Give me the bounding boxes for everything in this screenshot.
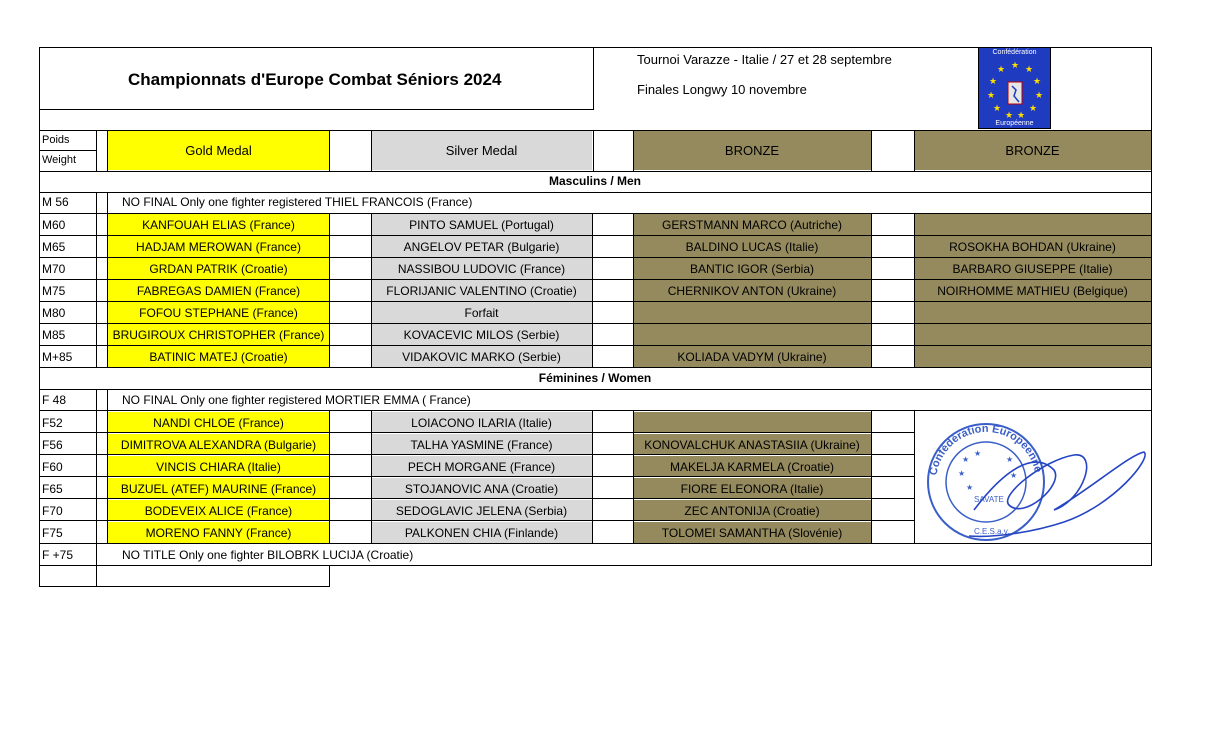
silver-medalist: TALHA YASMINE (France) [371, 434, 592, 455]
bronze-medalist-1 [633, 412, 871, 433]
svg-text:★: ★ [1032, 77, 1042, 87]
bronze-medalist-1: TOLOMEI SAMANTHA (Slovénie) [633, 522, 871, 543]
row-divider [39, 345, 1152, 346]
column-divider [914, 213, 915, 367]
gold-medalist: FOFOU STEPHANE (France) [108, 302, 329, 323]
column-divider [633, 130, 634, 171]
bronze-medalist-1 [633, 324, 871, 345]
title-divider [593, 47, 594, 110]
stamp-ring-text: Confédération Européenne [927, 422, 1045, 477]
gold-medal-header: Gold Medal [108, 131, 329, 170]
column-divider [329, 130, 330, 171]
silver-medalist: VIDAKOVIC MARKO (Serbie) [371, 346, 592, 367]
stamp-bottom-text: C.E.S.a.v. [974, 527, 1010, 536]
silver-medalist: LOIACONO ILARIA (Italie) [371, 412, 592, 433]
logo-top-text: Confédération [992, 49, 1037, 56]
row-divider [39, 279, 1152, 280]
row-divider [39, 543, 1152, 544]
svg-text:★: ★ [992, 104, 1002, 114]
svg-text:★: ★ [1010, 61, 1020, 71]
silver-medalist: SEDOGLAVIC JELENA (Serbia) [371, 500, 592, 521]
gold-medalist: BRUGIROUX CHRISTOPHER (France) [108, 324, 329, 345]
svg-text:★: ★ [962, 455, 970, 464]
column-divider [107, 389, 108, 410]
column-divider [107, 213, 108, 367]
row-divider [39, 432, 915, 433]
silver-medalist: FLORIJANIC VALENTINO (Croatie) [371, 280, 592, 301]
section-women: Féminines / Women [538, 371, 652, 385]
column-divider [592, 410, 593, 543]
gold-medalist: VINCIS CHIARA (Italie) [108, 456, 329, 477]
bronze-medalist-2 [914, 324, 1151, 345]
bronze-medalist-1: FIORE ELEONORA (Italie) [633, 478, 871, 499]
row-divider [39, 520, 915, 521]
tournament-info: Tournoi Varazze - Italie / 27 et 28 septembre [637, 52, 892, 67]
official-stamp [914, 410, 1154, 545]
row-divider [39, 323, 1152, 324]
svg-text:★: ★ [1010, 471, 1018, 480]
weight-class: F56 [42, 437, 63, 452]
svg-text:★: ★ [966, 483, 974, 492]
bronze-medalist-2 [914, 302, 1151, 323]
silver-medal-header: Silver Medal [371, 131, 592, 170]
weight-header-fr: Poids [42, 134, 70, 146]
gold-medalist: HADJAM MEROWAN (France) [108, 236, 329, 257]
weight-class: M60 [42, 217, 66, 232]
svg-text:★: ★ [974, 449, 982, 458]
note-text: NO TITLE Only one fighter BILOBRK LUCIJA (Croatie) [122, 548, 414, 562]
bronze-medalist-2: ROSOKHA BOHDAN (Ukraine) [914, 236, 1151, 257]
silver-medalist: PECH MORGANE (France) [371, 456, 592, 477]
gold-medalist: KANFOUAH ELIAS (France) [108, 214, 329, 235]
silver-medalist: PALKONEN CHIA (Finlande) [371, 522, 592, 543]
svg-text:★: ★ [996, 65, 1006, 75]
column-divider [633, 410, 634, 543]
weight-class: M85 [42, 327, 66, 342]
column-divider [329, 213, 330, 367]
weight-class: F70 [42, 503, 63, 518]
note-text: NO FINAL Only one fighter registered MORTIER EMMA ( France) [122, 392, 471, 407]
svg-text:★: ★ [1006, 455, 1014, 464]
note-text: NO FINAL Only one fighter registered THIEL FRANCOIS (France) [122, 195, 473, 209]
sheet-top-border [39, 47, 1152, 48]
column-divider [592, 213, 593, 367]
svg-text:★: ★ [1024, 65, 1034, 75]
column-divider [871, 213, 872, 367]
weight-class: M+85 [42, 349, 73, 364]
column-divider [371, 213, 372, 367]
header-bottom-border [39, 171, 1152, 172]
weight-class: F60 [42, 459, 63, 474]
column-divider [96, 130, 97, 171]
row-divider [39, 235, 1152, 236]
gold-medalist: DIMITROVA ALEXANDRA (Bulgarie) [108, 434, 329, 455]
bronze-medalist-1 [633, 302, 871, 323]
silver-medalist: ANGELOV PETAR (Bulgarie) [371, 236, 592, 257]
note-weight: F +75 [42, 548, 74, 562]
row-divider [39, 301, 1152, 302]
confederation-logo [978, 47, 1051, 129]
weight-class: M70 [42, 261, 66, 276]
trailing-border [39, 586, 330, 587]
row-divider [39, 192, 1152, 193]
gold-medalist: BUZUEL (ATEF) MAURINE (France) [108, 478, 329, 499]
bronze-header-1: BRONZE [633, 131, 871, 170]
weight-class: F65 [42, 481, 63, 496]
section-men: Masculins / Men [548, 174, 642, 188]
bronze-medalist-1: BANTIC IGOR (Serbia) [633, 258, 871, 279]
column-divider [107, 130, 108, 171]
silver-medalist: Forfait [371, 302, 592, 323]
column-divider [593, 130, 594, 171]
svg-text:★: ★ [1028, 104, 1038, 114]
stamp-inner-ring [946, 442, 1026, 522]
column-divider [96, 565, 97, 586]
stars-ring-icon [979, 48, 1052, 130]
svg-text:★: ★ [986, 91, 996, 101]
column-divider [329, 410, 330, 543]
svg-text:★: ★ [1034, 91, 1044, 101]
column-divider [329, 565, 330, 586]
weight-header-en: Weight [42, 154, 77, 166]
row-divider [39, 389, 1152, 390]
gold-medalist: GRDAN PATRIK (Croatie) [108, 258, 329, 279]
column-divider [633, 213, 634, 367]
column-divider [914, 410, 915, 543]
row-divider [39, 213, 1152, 214]
note-weight: F 48 [42, 392, 67, 407]
svg-text:★: ★ [1016, 111, 1026, 121]
gold-medalist: BATINIC MATEJ (Croatie) [108, 346, 329, 367]
silver-medalist: KOVACEVIC MILOS (Serbie) [371, 324, 592, 345]
sheet-right-border [1151, 47, 1152, 566]
bronze-medalist-1: CHERNIKOV ANTON (Ukraine) [633, 280, 871, 301]
weight-header-divider [39, 150, 96, 151]
column-divider [96, 192, 97, 367]
column-divider [107, 192, 108, 213]
gold-medalist: NANDI CHLOE (France) [108, 412, 329, 433]
row-divider [39, 476, 915, 477]
svg-text:★: ★ [1004, 111, 1014, 121]
bronze-header-2: BRONZE [914, 131, 1151, 170]
bronze-medalist-2: NOIRHOMME MATHIEU (Belgique) [914, 280, 1151, 301]
column-divider [871, 410, 872, 543]
bronze-medalist-2 [914, 214, 1151, 235]
note-weight: M 56 [42, 195, 69, 209]
column-divider [371, 410, 372, 543]
column-divider [371, 130, 372, 171]
column-divider [871, 130, 872, 171]
svg-text:★: ★ [988, 77, 998, 87]
weight-class: M75 [42, 283, 66, 298]
row-divider [39, 410, 1152, 411]
finals-info: Finales Longwy 10 novembre [637, 82, 807, 97]
weight-class: M65 [42, 239, 66, 254]
gold-medalist: FABREGAS DAMIEN (France) [108, 280, 329, 301]
bronze-medalist-2: BARBARO GIUSEPPE (Italie) [914, 258, 1151, 279]
svg-text:★: ★ [958, 469, 966, 478]
column-divider [914, 130, 915, 171]
row-divider [39, 454, 915, 455]
header-top-border [39, 130, 1152, 131]
row-divider [39, 257, 1152, 258]
sheet-bottom-border [39, 565, 1152, 566]
stamp-center-text: SAVATE [974, 495, 1004, 504]
title-underline [39, 109, 594, 110]
weight-class: F52 [42, 415, 63, 430]
weight-class: F75 [42, 525, 63, 540]
silver-medalist: NASSIBOU LUDOVIC (France) [371, 258, 592, 279]
page-title: Championnats d'Europe Combat Séniors 2024 [128, 70, 502, 89]
silver-medalist: STOJANOVIC ANA (Croatie) [371, 478, 592, 499]
column-divider [96, 389, 97, 565]
bronze-medalist-1: KOLIADA VADYM (Ukraine) [633, 346, 871, 367]
bronze-medalist-1: ZEC ANTONIJA (Croatie) [633, 500, 871, 521]
bronze-medalist-1: KONOVALCHUK ANASTASIIA (Ukraine) [633, 434, 871, 455]
gold-medalist: MORENO FANNY (France) [108, 522, 329, 543]
bronze-medalist-1: MAKELJA KARMELA (Croatie) [633, 456, 871, 477]
sheet-left-border [39, 47, 40, 587]
bronze-medalist-1: BALDINO LUCAS (Italie) [633, 236, 871, 257]
bronze-medalist-1: GERSTMANN MARCO (Autriche) [633, 214, 871, 235]
column-divider [107, 410, 108, 543]
row-divider [39, 498, 915, 499]
logo-bottom-text: Européenne [995, 120, 1034, 127]
gold-medalist: BODEVEIX ALICE (France) [108, 500, 329, 521]
row-divider [39, 367, 1152, 368]
stamp-stars-icon [958, 449, 1017, 492]
bronze-medalist-2 [914, 346, 1151, 367]
weight-class: M80 [42, 305, 66, 320]
silver-medalist: PINTO SAMUEL (Portugal) [371, 214, 592, 235]
